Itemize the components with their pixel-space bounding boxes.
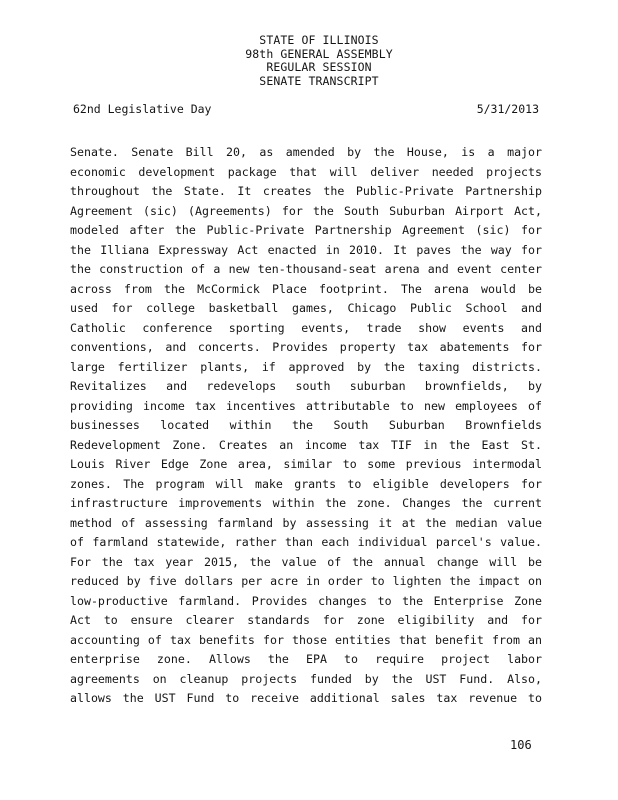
transcript-line: Catholic conference sporting events, trade show events and: [70, 320, 542, 335]
transcript-line: used for college basketball games, Chicago Public School and: [70, 301, 542, 315]
transcript-line: allows the UST Fund to receive additional sales tax revenue to: [70, 691, 542, 705]
transcript-line: businesses located within the South Suburban Brownfields: [70, 418, 542, 432]
transcript-body: [70, 143, 542, 709]
legislative-day: 62nd Legislative Day: [73, 102, 212, 116]
transcript-line: Louis River Edge Zone area, similar to some previous intermodal: [70, 457, 542, 471]
transcript-line: the construction of a new ten-thousand-seat arena and event center: [70, 262, 542, 276]
transcript-line: Agreement (sic) (Agreements) for the South Suburban Airport Act,: [70, 203, 542, 218]
header-session: REGULAR SESSION: [266, 60, 372, 74]
transcript-line: low-productive farmland. Provides changes to the Enterprise Zone: [70, 593, 542, 608]
transcript-line: enterprise zone. Allows the EPA to require project labor: [70, 652, 542, 666]
page-number: 106: [510, 738, 532, 752]
transcript-line: throughout the State. It creates the Public-Private Partnership: [70, 184, 542, 198]
transcript-line: providing income tax incentives attributable to new employees of: [70, 398, 542, 413]
transcript-line: across from the McCormick Place footprint. The arena would be: [70, 281, 542, 296]
header-state: STATE OF ILLINOIS: [259, 33, 379, 47]
transcript-line: economic development package that will deliver needed projects: [70, 164, 542, 179]
transcript-line: Redevelopment Zone. Creates an income tax TIF in the East St.: [70, 437, 542, 452]
transcript-line: reduced by five dollars per acre in order to lighten the impact on: [70, 574, 542, 588]
transcript-line: For the tax year 2015, the value of the annual change will be: [70, 554, 542, 569]
header-transcript: SENATE TRANSCRIPT: [259, 73, 379, 88]
transcript-line: Act to ensure clearer standards for zone eligibility and for: [70, 613, 542, 627]
transcript-line: Revitalizes and redevelops south suburban brownfields, by: [70, 379, 542, 393]
document-header: [0, 34, 618, 88]
transcript-line: modeled after the Public-Private Partnership Agreement (sic) for: [70, 223, 542, 237]
transcript-line: accounting of tax benefits for those entities that benefit from an: [70, 632, 542, 647]
session-date: 5/31/2013: [476, 102, 539, 116]
header-assembly: 98th GENERAL ASSEMBLY: [245, 46, 393, 61]
transcript-line: method of assessing farmland by assessing it at the median value: [70, 515, 542, 530]
transcript-line: Senate. Senate Bill 20, as amended by the House, is a major: [70, 145, 542, 159]
transcript-line: the Illiana Expressway Act enacted in 2010. It paves the way for: [70, 242, 542, 257]
transcript-line: agreements on cleanup projects funded by the UST Fund. Also,: [70, 671, 542, 686]
transcript-line: large fertilizer plants, if approved by the taxing districts.: [70, 359, 542, 374]
transcript-line: infrastructure improvements within the zone. Changes the current: [70, 496, 542, 510]
transcript-line: conventions, and concerts. Provides property tax abatements for: [70, 340, 542, 354]
transcript-line: of farmland statewide, rather than each individual parcel's value.: [70, 535, 542, 549]
transcript-line: zones. The program will make grants to eligible developers for: [70, 476, 542, 491]
